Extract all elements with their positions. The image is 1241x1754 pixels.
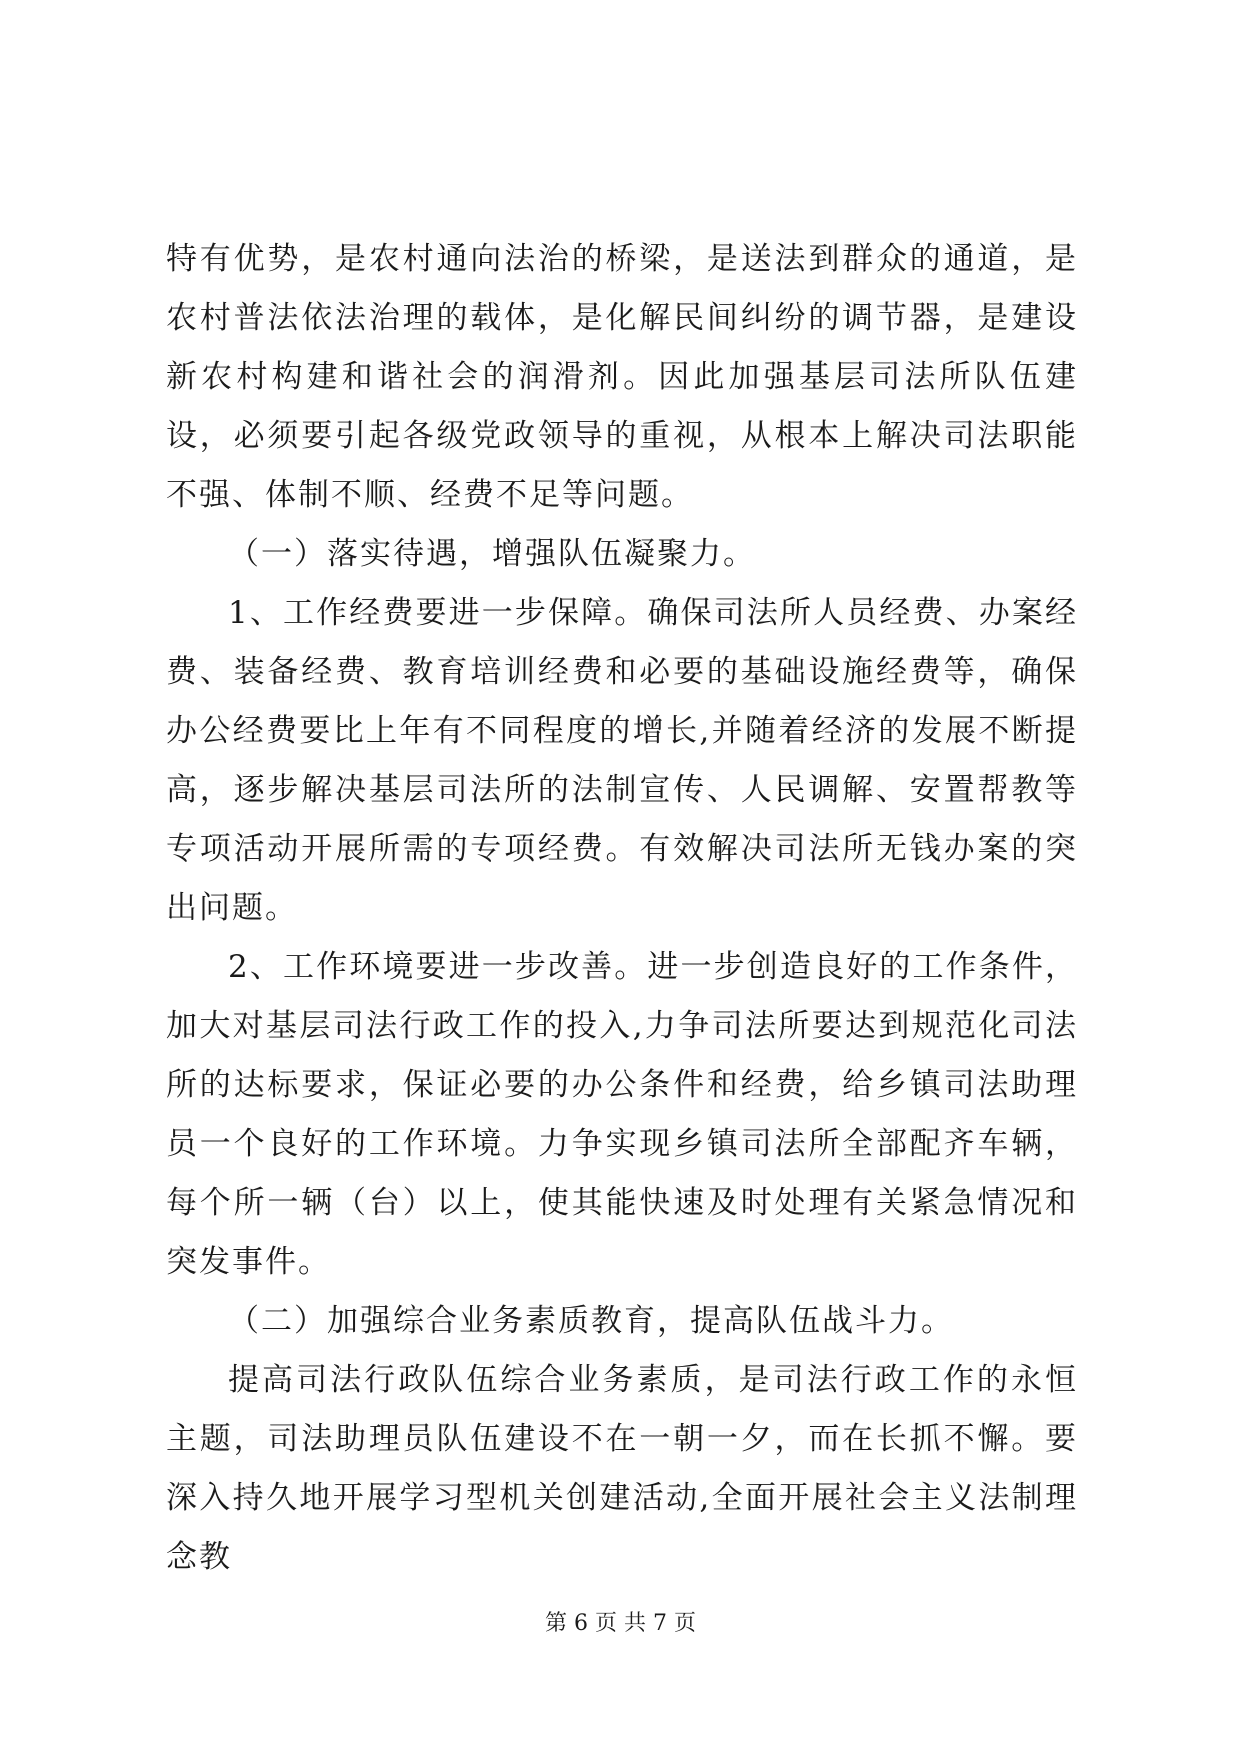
paragraph-quality-education: 提高司法行政队伍综合业务素质，是司法行政工作的永恒主题，司法助理员队伍建设不在一朝一夕，而在长抓不懈。要深入持久地开展学习型机关创建活动,全面开展社会主义法制理念教 [166, 1362, 1078, 1575]
page-number-footer: 第 6 页 共 7 页 [545, 1611, 696, 1636]
document-body [166, 230, 1078, 1587]
paragraph-work-funds: 1、工作经费要进一步保障。确保司法所人员经费、办案经费、装备经费、教育培训经费和必要的基础设施经费等，确保办公经费要比上年有不同程度的增长,并随着经济的发展不断提高，逐步解决基层司法所的法制宣传、人民调解、安置帮教等专项活动开展所需的专项经费。有效解决司法所无钱办案的突出问题。 [166, 595, 1078, 926]
section-heading-2: （二）加强综合业务素质教育，提高队伍战斗力。 [228, 1303, 954, 1339]
paragraph-work-environment: 2、工作环境要进一步改善。进一步创造良好的工作条件，加大对基层司法行政工作的投入,力争司法所要达到规范化司法所的达标要求，保证必要的办公条件和经费，给乡镇司法助理员一个良好的工作环境。力争实现乡镇司法所全部配齐车辆，每个所一辆（台）以上，使其能快速及时处理有关紧急情况和突发事件。 [166, 949, 1078, 1280]
section-heading-1: （一）落实待遇，增强队伍凝聚力。 [228, 536, 756, 572]
paragraph-continuation: 特有优势，是农村通向法治的桥梁，是送法到群众的通道，是农村普法依法治理的载体，是化解民间纠纷的调节器，是建设新农村构建和谐社会的润滑剂。因此加强基层司法所队伍建设，必须要引起各级党政领导的重视，从根本上解决司法职能不强、体制不顺、经费不足等问题。 [166, 241, 1078, 513]
